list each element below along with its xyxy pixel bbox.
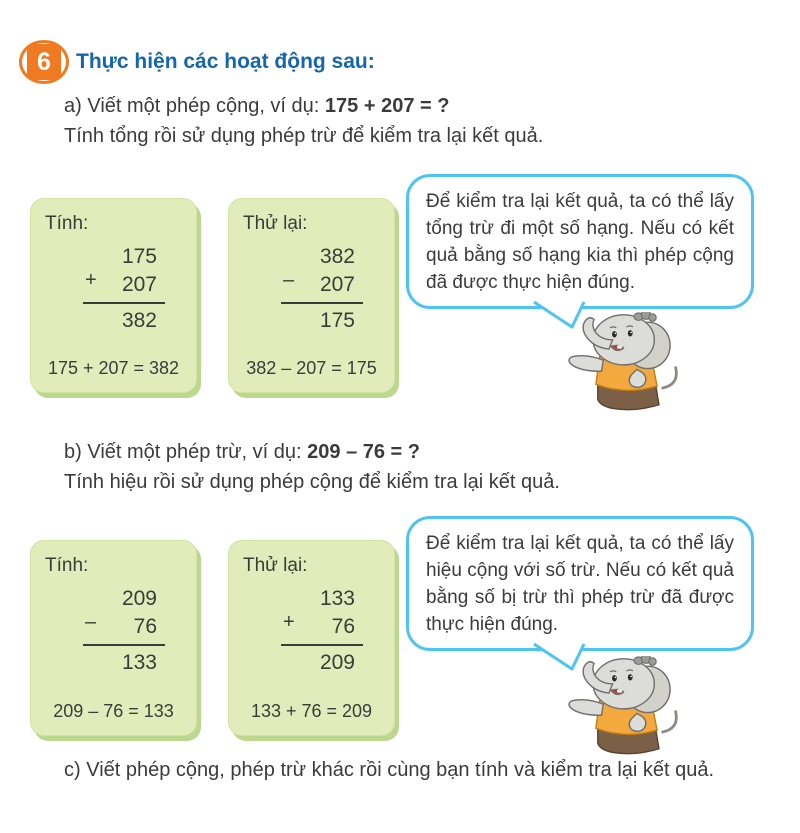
- sum-rule: [83, 302, 165, 304]
- operator-sign: +: [283, 611, 295, 633]
- operator-sign: –: [85, 611, 97, 633]
- section-b-instruction: Tính hiệu rồi sử dụng phép cộng để kiểm tra lại kết quả.: [64, 471, 560, 493]
- exercise-number-badge: [19, 40, 69, 84]
- vertical-calculation: [83, 585, 165, 677]
- calc-label: Tính:: [45, 555, 89, 576]
- sum-rule: [83, 644, 165, 646]
- result: 382: [121, 309, 157, 332]
- calc-box-a-tinh: [30, 198, 197, 393]
- calc-label: Tính:: [45, 213, 89, 234]
- operand-bottom: 207: [319, 273, 355, 296]
- vertical-calculation: [281, 585, 363, 677]
- result: 209: [319, 651, 355, 674]
- operand-top: 175: [121, 245, 157, 268]
- operator-sign: +: [85, 269, 97, 291]
- equation: 382 – 207 = 175: [246, 358, 377, 378]
- section-a-intro-math: 175 + 207 = ?: [324, 95, 450, 117]
- calc-box-b-tinh: [30, 540, 197, 736]
- vertical-calculation: [83, 243, 165, 335]
- section-b-intro-math: 209 – 76 = ?: [307, 441, 421, 463]
- operator-sign: –: [283, 269, 295, 291]
- equation: 133 + 76 = 209: [250, 701, 373, 721]
- speech-bubble-b: Để kiểm tra lại kết quả, ta có thể lấy hiệu cộng với số trừ. Nếu có kết quả bằng số bị trừ thì phép trừ đã được thực hiện đúng.: [406, 516, 754, 651]
- sum-rule: [281, 644, 363, 646]
- result: 133: [121, 651, 157, 674]
- elephant-illustration: [558, 312, 708, 414]
- section-a-intro-text: a) Viết một phép cộng, ví dụ:: [64, 95, 325, 117]
- section-b-intro: [64, 441, 420, 464]
- exercise-number: 6: [27, 44, 61, 80]
- equation: 209 – 76 = 133: [53, 701, 174, 721]
- operand-bottom: 76: [331, 615, 355, 638]
- operand-top: 209: [121, 587, 157, 610]
- operand-bottom: 207: [121, 273, 157, 296]
- equation: 175 + 207 = 382: [47, 358, 180, 378]
- page-title: Thực hiện các hoạt động sau:: [76, 50, 375, 73]
- operand-top: 382: [319, 245, 355, 268]
- speech-bubble-a: Để kiểm tra lại kết quả, ta có thể lấy tổng trừ đi một số hạng. Nếu có kết quả bằng số hạng kia thì phép cộng đã được thực hiện đúng.: [406, 174, 754, 309]
- sum-rule: [281, 302, 363, 304]
- calc-label: Thử lại:: [243, 555, 308, 576]
- calc-label: Thử lại:: [243, 213, 308, 234]
- section-c-text: c) Viết phép cộng, phép trừ khác rồi cùng bạn tính và kiểm tra lại kết quả.: [64, 759, 715, 781]
- section-b-intro-text: b) Viết một phép trừ, ví dụ:: [64, 441, 308, 463]
- operand-top: 133: [319, 587, 355, 610]
- elephant-illustration: [558, 656, 708, 758]
- result: 175: [319, 309, 355, 332]
- calc-box-a-thulai: [228, 198, 395, 393]
- section-a-instruction: Tính tổng rồi sử dụng phép trừ để kiểm tra lại kết quả.: [64, 125, 544, 147]
- operand-bottom: 76: [133, 615, 157, 638]
- calc-box-b-thulai: [228, 540, 395, 736]
- section-a-intro: [64, 95, 449, 118]
- vertical-calculation: [281, 243, 363, 335]
